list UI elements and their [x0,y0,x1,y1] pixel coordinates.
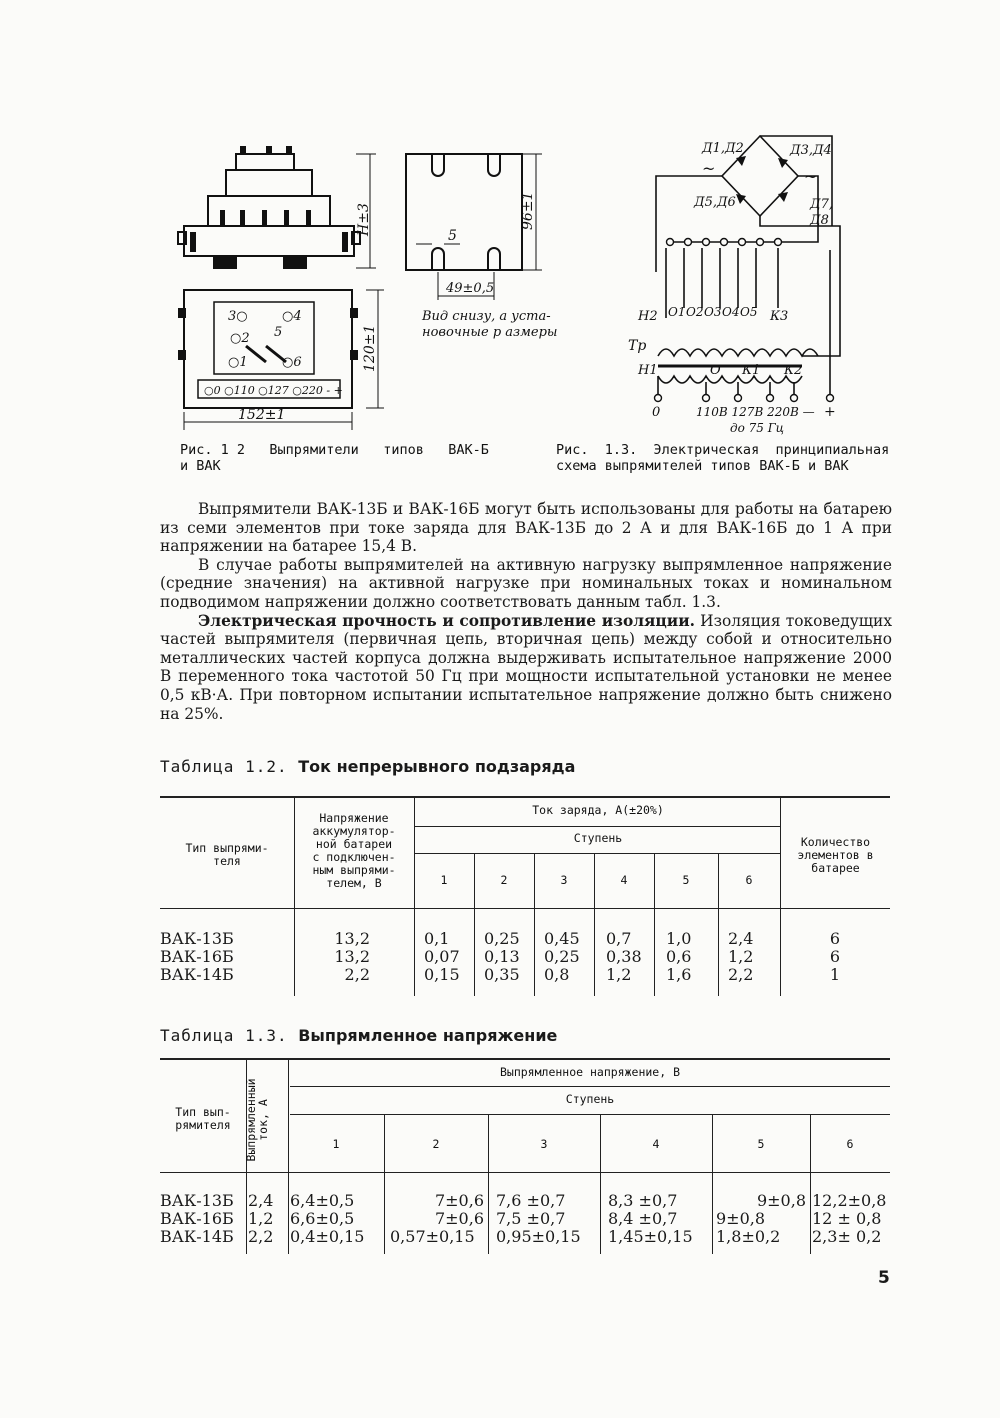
t12-row2-v3: 0,25 [544,947,580,966]
page-number: 5 [878,1268,890,1288]
t13-header-voltage: Выпрямленное напряжение, В [499,1065,680,1079]
t13-row1-v3: 7,6 ±0,7 [496,1191,566,1210]
label-tilde-right: ~ [804,167,818,186]
t12-row3-v3: 0,8 [544,965,570,984]
paragraph-1: Выпрямители ВАК-13Б и ВАК-16Б могут быть использованы для работы на батарею из семи элементов при токе заряда для ВАК-13Б до 2 А и для ВАК-16Б до 1 А при напряжении на батарее 15,4 В. [160,500,892,556]
t12-row2-type: ВАК-16Б [160,947,234,966]
t13-row2-v2: 7±0,6 [434,1209,484,1228]
bottom-strip-labels: ○0 ○110 ○127 ○220 - + [204,384,343,397]
t12-row1-count: 6 [829,929,841,948]
terminal-label-2: ○2 [230,331,250,346]
table-1-3-caption [160,1026,557,1045]
terminal-label-3: 3○ [228,309,248,324]
t13-header-type: Тип вып- рямителя [175,1105,231,1132]
figure-1-3-schematic [618,130,898,440]
label-tilde-left: ~ [702,159,716,178]
label-h2: Н2 [638,309,658,324]
t13-row2-current: 1,2 [248,1209,274,1228]
terminal-label-6: ○6 [282,355,302,370]
terminal-label-5: 5 [274,325,283,340]
t13-row3-v6: 2,3± 0,2 [812,1227,882,1246]
label-d8: Д8 [810,213,829,228]
t13-row1-v1: 6,4±0,5 [290,1191,355,1210]
t12-step-1: 1 [440,873,448,887]
label-k2: К2 [784,363,803,378]
table-1-2-caption-prefix: Таблица 1.2. [160,757,288,776]
label-plus: + [824,404,836,420]
t13-row3-v2: 0,57±0,15 [390,1227,475,1246]
t12-row2-v4: 0,38 [606,947,642,966]
label-freq: до 75 Гц [730,421,785,435]
t13-row2-v6: 12 ± 0,8 [812,1209,882,1228]
dim-152-label: 152±1 [238,407,286,423]
table-1-3 [160,1058,890,1254]
figure-1-3-caption-line1: Рис. 1.3. Электрическая принципиальная [556,442,890,458]
unit-body [208,196,330,226]
figure-1-2-caption [180,442,510,474]
paragraph-2: В случае работы выпрямителей на активную нагрузку выпрямленное напряжение (средние значения) на активной нагрузке при номинальных токах и номинальном подводимом напряжении должно соответствовать данным табл. 1.3. [160,555,892,611]
label-d3d4: Д3,Д4 [790,143,832,158]
t12-header-step: Ступень [573,831,623,845]
t13-row1-v5: 9±0,8 [756,1191,806,1210]
t13-row3-v5: 1,8±0,2 [716,1227,781,1246]
figure-1-2-drawing [170,140,570,440]
t12-header-count: Количество элементов в батарее [797,835,874,875]
t13-step-5: 5 [757,1137,765,1151]
primary-winding [658,349,818,356]
t13-step-6: 6 [846,1137,854,1151]
label-o1: О1 [668,305,686,319]
t12-row1-v6: 2,4 [728,929,754,948]
t13-row2-type: ВАК-16Б [160,1209,234,1228]
paragraph-3 [160,612,892,724]
t12-row2-v1: 0,07 [424,947,460,966]
unit-base [184,226,354,256]
label-o5: О5 [740,305,758,319]
label-o3: О3 [704,305,722,319]
t12-header-current: Ток заряда, А(±20%) [532,803,664,817]
t12-step-3: 3 [560,873,568,887]
t13-row2-v1: 6,6±0,5 [290,1209,355,1228]
label-h1: Н1 [638,363,658,378]
table-1-2-caption-title: Ток непрерывного подзаряда [298,757,576,776]
label-zero: 0 [652,405,661,420]
t12-row1-v4: 0,7 [606,929,632,948]
dim-120-label: 120±1 [362,324,378,372]
label-o4: О4 [722,305,740,319]
body-text [160,500,892,723]
label-volts: 110В 127В 220В — [696,405,815,419]
paragraph-3-heading: Электрическая прочность и сопротивление изоляции. [198,611,695,630]
t13-step-1: 1 [332,1137,340,1151]
t12-step-5: 5 [682,873,690,887]
t12-row3-type: ВАК-14Б [160,965,234,984]
t13-row3-current: 2,2 [248,1227,274,1246]
t12-step-2: 2 [500,873,508,887]
label-o2: О2 [686,305,704,319]
t12-row3-v2: 0,35 [484,965,520,984]
t12-row1-v1: 0,1 [424,929,450,948]
t13-row3-v4: 1,45±0,15 [608,1227,693,1246]
t13-row3-v1: 0,4±0,15 [290,1227,365,1246]
view-note-line-1: Вид снизу, а уста- [422,309,551,324]
t13-step-3: 3 [540,1137,548,1151]
paragraph-3-text: Изоляция токоведущих частей выпрямителя (первичная цепь, вторичная цепь) между собой и относительно металлических частей корпуса должна выдерживать испытательное напряжение 2000 В переменного тока частотой 50 Гц при мощности испытательной установки не менее 0,5 кВ·А. При повторном испытании испытательное напряжение должно быть снижено на 25%. [160,611,892,723]
dim-5-label: 5 [448,228,457,244]
terminal-label-4: ○4 [282,309,302,324]
t12-row2-v5: 0,6 [666,947,692,966]
view-note-line-2: новочные р азмеры [422,325,558,340]
t12-row3-voltage: 2,2 [344,965,370,984]
t13-row2-v5: 9±0,8 [716,1209,766,1228]
mounting-plate [406,154,522,270]
table-1-3-caption-title: Выпрямленное напряжение [298,1026,558,1045]
figure-1-3-caption [556,442,896,474]
label-k1: К1 [742,363,761,378]
t12-row1-v5: 1,0 [666,929,692,948]
label-k3: К3 [770,309,789,324]
t12-row3-v6: 2,2 [728,965,754,984]
t12-row1-v2: 0,25 [484,929,520,948]
figure-1-2-caption-line2: и ВАК [180,458,221,474]
t13-row1-type: ВАК-13Б [160,1191,234,1210]
label-d7: Д7, [810,197,833,212]
label-d1d2: Д1,Д2 [702,141,744,156]
dim-height-label: Н±3 [356,203,372,236]
t13-row2-v4: 8,4 ±0,7 [608,1209,678,1228]
t13-row1-v6: 12,2±0,8 [812,1191,887,1210]
t12-row2-v2: 0,13 [484,947,520,966]
t12-step-6: 6 [745,873,753,887]
t13-row3-type: ВАК-14Б [160,1227,234,1246]
t12-row2-count: 6 [829,947,841,966]
t12-row3-v5: 1,6 [666,965,692,984]
t12-row2-v6: 1,2 [728,947,754,966]
t12-row1-type: ВАК-13Б [160,929,234,948]
t13-header-current: Выпрямленный ток, А [244,1078,270,1162]
t13-row2-v3: 7,5 ±0,7 [496,1209,566,1228]
figure-1-2-caption-line1: Рис. 1 2 Выпрямители типов ВАК-Б [180,442,489,458]
t12-step-4: 4 [620,873,628,887]
t13-step-2: 2 [432,1137,440,1151]
transformer-block [226,170,312,196]
t12-row2-voltage: 13,2 [334,947,370,966]
table-1-2-caption [160,757,575,776]
t13-row3-v3: 0,95±0,15 [496,1227,581,1246]
label-tp: Тр [628,338,647,354]
dim-49-label: 49±0,5 [446,281,495,296]
label-o: О [710,363,721,378]
t13-row1-current: 2,4 [248,1191,274,1210]
dim-96-label: 96±1 [520,191,536,230]
t13-row1-v4: 8,3 ±0,7 [608,1191,678,1210]
t12-row3-count: 1 [829,965,841,984]
table-1-2 [160,796,890,996]
t13-step-4: 4 [652,1137,660,1151]
label-d5d6: Д5,Д6 [694,195,736,210]
secondary-winding [658,376,802,383]
terminal-label-1: ○1 [228,355,248,370]
t12-row1-voltage: 13,2 [334,929,370,948]
t12-header-type: Тип выпрями- теля [185,841,269,868]
t12-row3-v1: 0,15 [424,965,460,984]
t13-row1-v2: 7±0,6 [434,1191,484,1210]
t12-row1-v3: 0,45 [544,929,580,948]
t12-header-voltage: Напряжение аккумулятор- ной батареи с подключен- ным выпрями- телем, В [312,811,396,890]
t12-row3-v4: 1,2 [606,965,632,984]
t13-header-step: Ступень [565,1092,615,1106]
table-1-3-caption-prefix: Таблица 1.3. [160,1026,288,1045]
figure-1-3-caption-line2: схема выпрямителей типов ВАК-Б и ВАК [556,458,849,474]
